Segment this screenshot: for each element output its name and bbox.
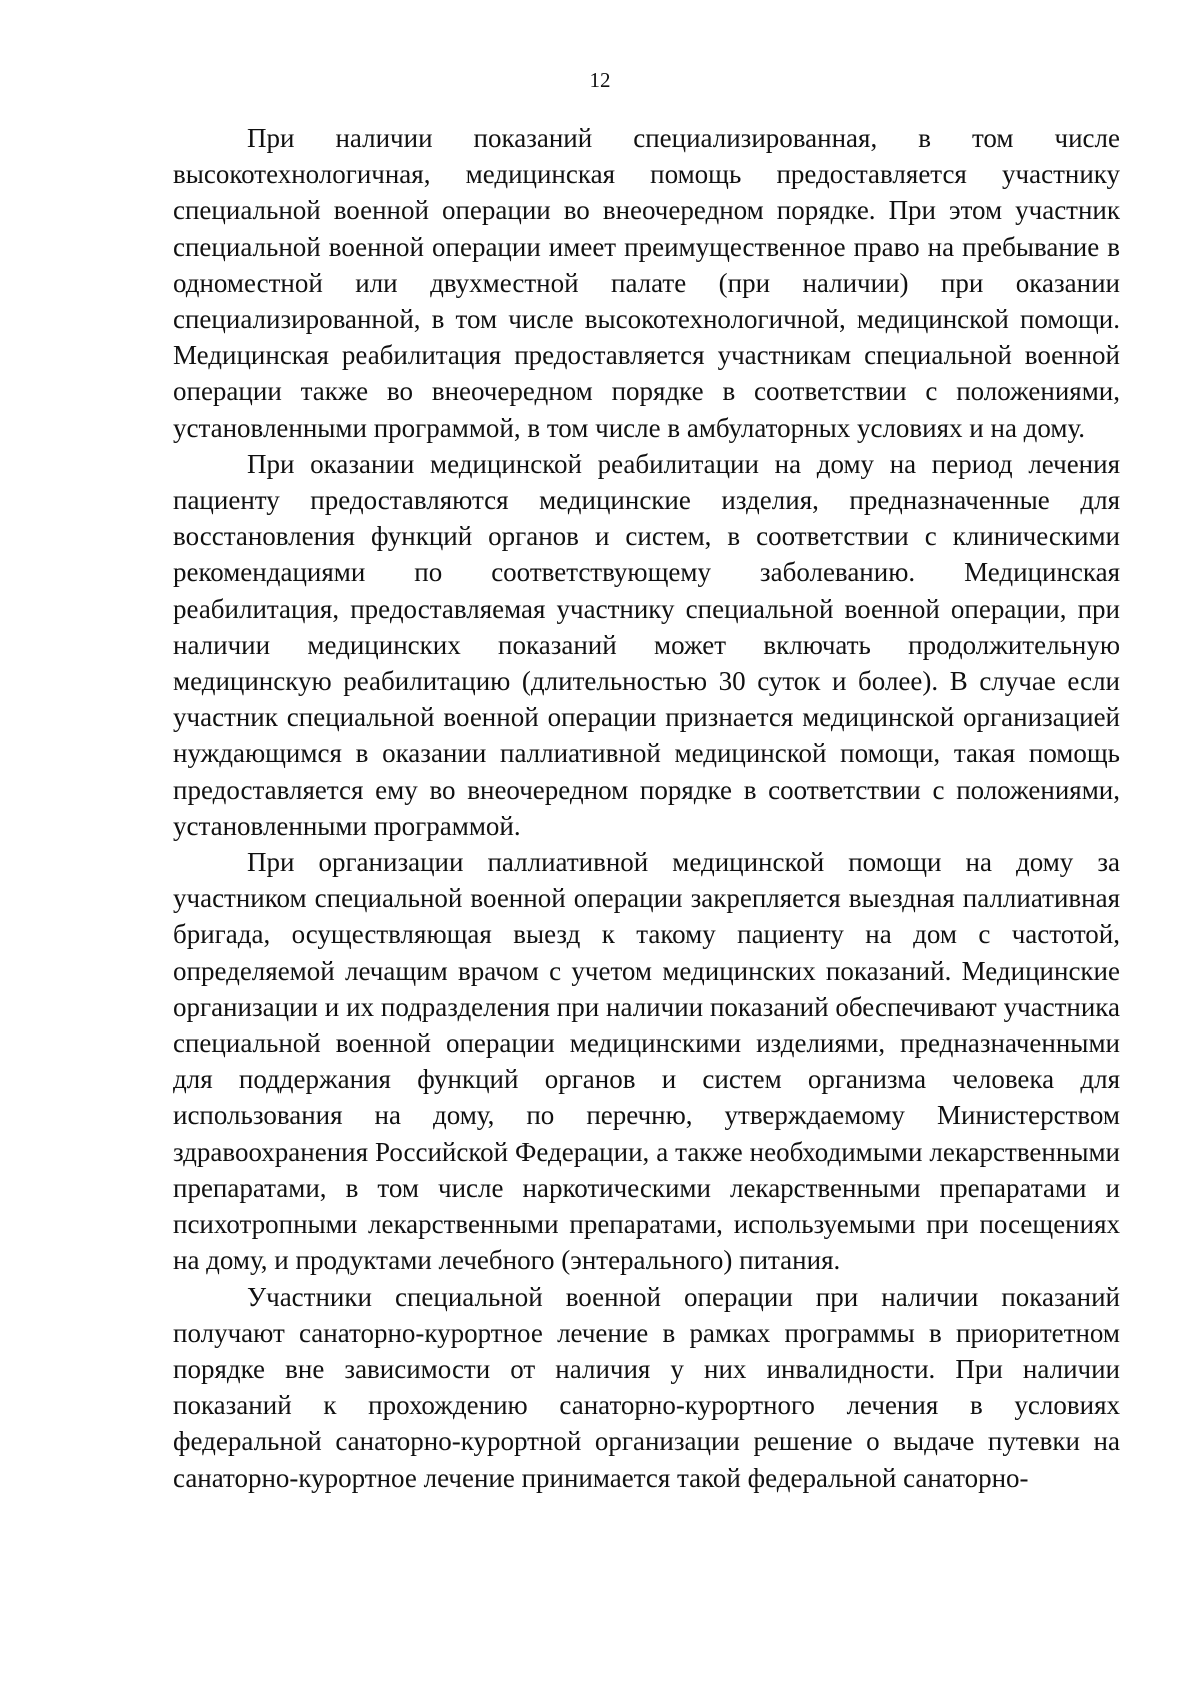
paragraph-sanatorium-treatment: Участники специальной военной операции при наличии показаний получают санаторно-курортное лечение в рамках программы в приоритетном порядке вне зависимости от наличия у них инвалидности. При наличии показаний к прохождению санаторно-курортного лечения в условиях федеральной санаторно-курортной организации решение о выдаче путевки на санаторно-курортное лечение принимается такой федеральной санаторно- — [173, 1281, 1120, 1493]
page-number: 12 — [589, 68, 611, 92]
paragraph-home-rehabilitation: При оказании медицинской реабилитации на дому на период лечения пациенту предоставляются медицинские изделия, предназначенные для восстановления функций органов и систем, в соответствии с клиническими рекомендациями по соответствующему заболеванию. Медицинская реабилитация, предоставляемая участнику специальной военной операции, при наличии медицинских показаний может включать продолжительную медицинскую реабилитацию (длительностью 30 суток и более). В случае если участник специальной военной операции признается медицинской организацией нуждающимся в оказании паллиативной медицинской помощи, такая помощь предоставляется ему во внеочередном порядке в соответствии с положениями, установленными программой. — [173, 448, 1120, 841]
paragraph-palliative-care: При организации паллиативной медицинской помощи на дому за участником специальной военной операции закрепляется выездная паллиативная бригада, осуществляющая выезд к такому пациенту на дом с частотой, определяемой лечащим врачом с учетом медицинских показаний. Медицинские организации и их подразделения при наличии показаний обеспечивают участника специальной военной операции медицинскими изделиями, предназначенными для поддержания функций органов и систем организма человека для использования на дому, по перечню, утверждаемому Министерством здравоохранения Российской Федерации, а также необходимыми лекарственными препаратами, в том числе наркотическими лекарственными препаратами и психотропными лекарственными препаратами, используемыми при посещениях на дому, и продуктами лечебного (энтерального) питания. — [173, 847, 1120, 1276]
document-body — [173, 120, 1120, 1496]
paragraph-specialized-care: При наличии показаний специализированная, в том числе высокотехнологичная, медицинская помощь предоставляется участнику специальной военной операции во внеочередном порядке. При этом участник специальной военной операции имеет преимущественное право на пребывание в одноместной или двухместной палате (при наличии) при оказании специализированной, в том числе высокотехнологичной, медицинской помощи. Медицинская реабилитация предоставляется участникам специальной военной операции также во внеочередном порядке в соответствии с положениями, установленными программой, в том числе в амбулаторных условиях и на дому. — [173, 123, 1120, 443]
